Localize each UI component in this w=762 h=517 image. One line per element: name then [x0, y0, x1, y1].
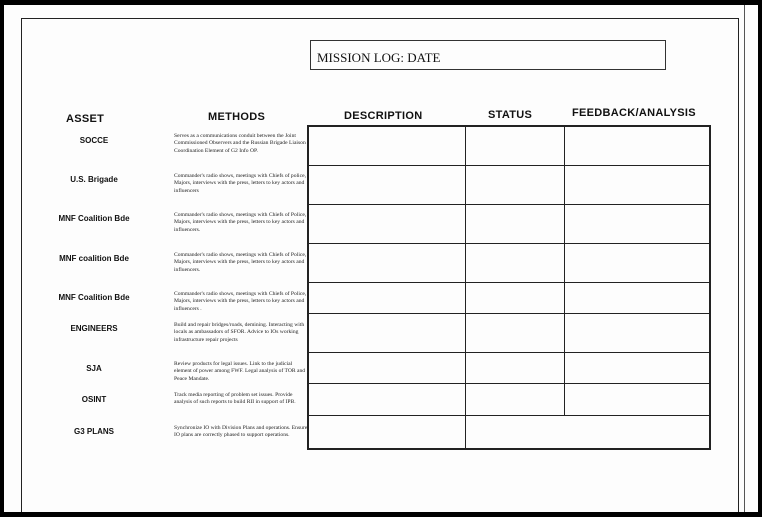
- method-text: Commander's radio shows, meetings with Chiefs of Police, Majors, interviews with the press, letters to key actors and influencers.: [174, 252, 307, 273]
- grid-row-line: [309, 204, 709, 205]
- method-text: Commander's radio shows, meetings with Chiefs of Police, Majors, interviews with the press, letters to key actors and influencers.: [174, 212, 307, 233]
- asset-label: SJA: [86, 364, 102, 373]
- log-entry-grid: [307, 125, 711, 450]
- grid-divider-status-feedback: [564, 127, 565, 416]
- asset-label: SOCCE: [79, 136, 109, 145]
- method-text: Commander's radio shows, meetings with Chiefs of Police, Majors, interviews with the press, letters to key actors and influencers .: [174, 291, 307, 312]
- asset-label: MNF Coalition Bde: [58, 293, 130, 302]
- method-text: Review products for legal issues. Link to the judicial element of power among FWF. Legal analysis of TOR and Peace Mandate.: [174, 361, 306, 382]
- method-text: Serves as a communications conduit between the Joint Commissioned Observers and the Russian Brigade Liaison Coordination Element of G2 Info OP.: [174, 133, 306, 154]
- method-text: Track media reporting of problem set issues. Provide analysis of such reports to build RII in support of IPB.: [174, 392, 296, 406]
- header-feedback-analysis: FEEDBACK/ANALYSIS: [572, 107, 696, 119]
- grid-row-line: [309, 415, 709, 416]
- method-text: Build and repair bridges/roads, demining. Interacting with locals as ambassadors of SFOR. Advice to IOs working infrastructure repair projects: [174, 322, 305, 343]
- grid-row-line: [309, 243, 709, 244]
- asset-label: ENGINEERS: [70, 324, 118, 333]
- page-edge: [744, 5, 745, 512]
- asset-label: OSINT: [81, 395, 107, 404]
- grid-row-line: [309, 313, 709, 314]
- header-status: STATUS: [488, 109, 533, 121]
- method-text: Commander's radio shows, meetings with Chiefs of police, Majors, interviews with the press, letters to key actors and influencers: [174, 173, 306, 194]
- header-description: DESCRIPTION: [344, 110, 423, 122]
- asset-label: U.S. Brigade: [70, 175, 118, 184]
- asset-label: MNF Coalition Bde: [58, 214, 130, 223]
- scanned-page: [4, 5, 758, 512]
- asset-label: G3 PLANS: [73, 427, 114, 436]
- asset-label: MNF coalition Bde: [59, 254, 129, 263]
- grid-row-line: [309, 282, 709, 283]
- grid-row-line: [309, 383, 709, 384]
- grid-row-line: [309, 352, 709, 353]
- grid-divider-description-status: [465, 127, 466, 448]
- header-asset: ASSET: [66, 113, 105, 125]
- mission-log-title: MISSION LOG: DATE: [310, 40, 666, 70]
- grid-row-line: [309, 165, 709, 166]
- header-methods: METHODS: [208, 111, 266, 123]
- method-text: Synchronize IO with Division Plans and operations. Ensure IO plans are correctly phased to support operations.: [174, 425, 308, 439]
